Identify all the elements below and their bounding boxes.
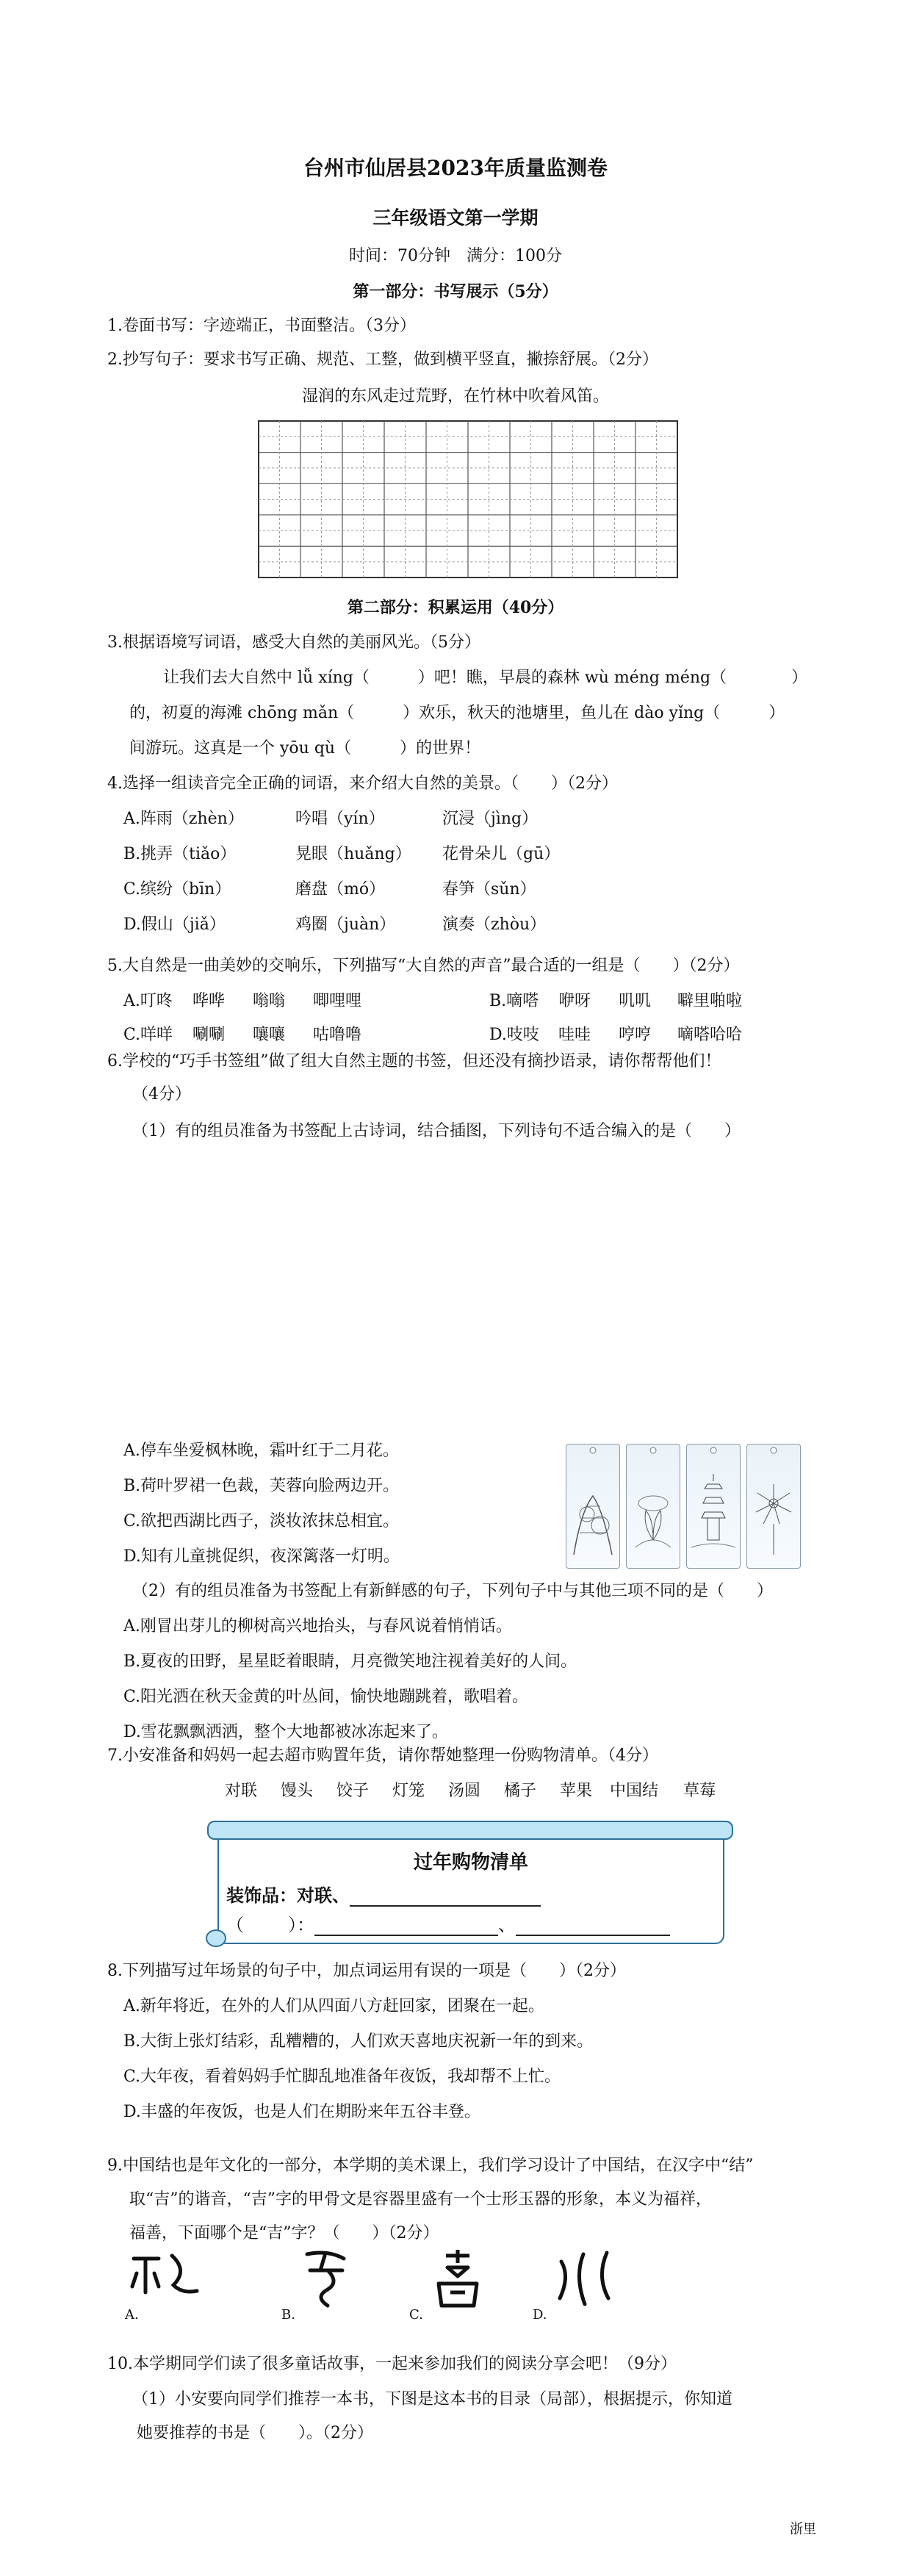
list-line-2 [226, 1910, 670, 1936]
q6-sub2-option: A.刚冒出芽儿的柳树高兴地抬头，与春风说着悄悄话。 [123, 1617, 512, 1636]
list-category-decorations: 装饰品：对联、 [226, 1885, 350, 1906]
q9-line-3: 福善，下面哪个是“吉”字？（ ）（2分） [129, 2224, 439, 2242]
word-bank-item: 橘子 [504, 1782, 537, 1800]
glyph-option-a-icon [129, 2248, 210, 2307]
question-2: 2.抄写句子：要求书写正确、规范、工整，做到横平竖直，撇捺舒展。（2分） [107, 350, 658, 369]
question-8: 8.下列描写过年场景的句子中，加点词运用有误的一项是（ ）（2分） [107, 1962, 626, 1980]
list-answer-blank-1[interactable] [350, 1905, 541, 1907]
scroll-curl [206, 1929, 226, 1947]
part2-heading: 第二部分：积累运用（40分） [347, 598, 564, 617]
q4-option-cell: 鸡圈（juàn） [295, 915, 396, 934]
shopping-list-title: 过年购物清单 [413, 1852, 528, 1874]
q10-sub1-line-1: （1）小安要向同学们推荐一本书，下图是这本书的目录（局部），根据提示，你知道 [132, 2390, 732, 2408]
q4-option-cell: 花骨朵儿（gū） [442, 845, 561, 863]
q6-sub1-option: B.荷叶罗裙一色裁，芙蓉向脸两边开。 [123, 1477, 400, 1495]
q9-option-label: A. [125, 2307, 139, 2323]
q5-option-word: 嗡嗡 [253, 992, 286, 1010]
q4-option-cell: 春笋（sǔn） [442, 880, 536, 899]
bookmark-maple-icon [566, 1444, 620, 1569]
q8-option: D.丰盛的年夜饭，也是人们在期盼来年五谷丰登。 [123, 2103, 480, 2121]
q5-option-word: A.叮咚 [123, 992, 173, 1010]
q5-option-word: 嚷嚷 [253, 1026, 286, 1044]
word-bank-item: 灯笼 [392, 1782, 425, 1800]
q4-option-cell: 演奏（zhòu） [442, 915, 547, 934]
list-category-close: ）： [288, 1915, 314, 1935]
question-3: 3.根据语境写词语，感受大自然的美丽风光。（5分） [107, 633, 480, 652]
q9-option-label: D. [533, 2307, 547, 2323]
q6-sub1-option: C.欲把西湖比西子，淡妆浓抹总相宜。 [123, 1512, 400, 1530]
q6-sub2: （2）有的组员准备为书签配上有新鲜感的句子，下列句子中与其他三项不同的是（ ） [132, 1582, 774, 1600]
q6-sub2-option: B.夏夜的田野，星星眨着眼睛，月亮微笑地注视着美好的人间。 [123, 1652, 577, 1671]
q6-sub1: （1）有的组员准备为书签配上古诗词，结合插图，下列诗句不适合编入的是（ ） [132, 1122, 741, 1140]
q5-option-word: 唧哩哩 [313, 992, 362, 1010]
question-4: 4.选择一组读音完全正确的词语，来介绍大自然的美景。（ ）（2分） [107, 774, 618, 793]
q5-option-word: 叽叽 [619, 992, 652, 1010]
q4-option-cell: 吟唱（yín） [295, 810, 385, 828]
q5-option-word: 咕噜噜 [313, 1026, 362, 1044]
list-separator: 、 [498, 1915, 516, 1935]
q3-line-1: 让我们去大自然中 lǚ xíng（ ）吧！瞧，早晨的森林 wù méng méng（ ） [163, 669, 808, 687]
bookmark-pagoda-icon [686, 1444, 741, 1569]
word-bank-item: 馒头 [281, 1782, 314, 1800]
q4-option-cell: 晃眼（huǎng） [295, 845, 411, 863]
q5-option-word: D.吱吱 [489, 1026, 539, 1044]
list-answer-blank-2[interactable] [314, 1935, 498, 1936]
shopping-list-scroll [217, 1825, 724, 1944]
q4-option-cell: 磨盘（mó） [295, 880, 386, 899]
glyph-option-c-icon [428, 2247, 487, 2310]
q4-option-cell: A.阵雨（zhèn） [123, 810, 244, 828]
question-5: 5.大自然是一曲美妙的交响乐，下列描写“大自然的声音”最合适的一组是（ ）（2分） [107, 957, 740, 975]
q4-option-cell: B.挑弄（tiǎo） [123, 845, 237, 863]
page-title: 台州市仙居县2023年质量监测卷 [303, 156, 608, 180]
glyph-option-d-icon [551, 2247, 617, 2310]
q5-option-word: 哇哇 [558, 1026, 591, 1044]
q5-option-word: B.嘀嗒 [489, 992, 539, 1010]
q9-line-2: 取“吉”的谐音，“吉”字的甲骨文是容器里盛有一个士形玉器的形象，本义为福祥， [129, 2190, 712, 2209]
q6-sub1-option: D.知有儿童挑促织，夜深篱落一灯明。 [123, 1547, 400, 1566]
bookmark-illustrations [566, 1444, 808, 1569]
q9-option-label: B. [281, 2307, 295, 2323]
q9-option-label: C. [409, 2307, 423, 2323]
q6-points: （4分） [132, 1085, 191, 1104]
exam-meta: 时间：70分钟 满分：100分 [349, 247, 562, 265]
q6-sub1-option: A.停车坐爱枫林晚，霜叶红于二月花。 [123, 1442, 399, 1460]
word-bank-item: 汤圆 [448, 1782, 481, 1800]
scroll-top-roll [207, 1821, 733, 1840]
q10-sub1-line-2: 她要推荐的书是（ ）。（2分） [137, 2424, 373, 2442]
q3-line-3: 间游玩。这真是一个 yōu qù（ ）的世界！ [129, 739, 481, 758]
copy-sentence: 湿润的东风走过荒野，在竹林中吹着风笛。 [301, 387, 609, 406]
writing-grid[interactable] [258, 420, 678, 578]
question-7: 7.小安准备和妈妈一起去超市购置年货，请你帮她整理一份购物清单。（4分） [107, 1746, 658, 1765]
q5-option-word: C.咩咩 [123, 1026, 173, 1044]
word-bank-item: 饺子 [336, 1782, 370, 1800]
q6-sub2-option: D.雪花飘飘洒洒，整个大地都被冰冻起来了。 [123, 1723, 448, 1741]
q5-option-word: 咿呀 [558, 992, 591, 1010]
q5-option-word: 嘀嗒哈哈 [677, 1026, 743, 1044]
bookmark-lotus-icon [626, 1444, 680, 1569]
q6-sub2-option: C.阳光洒在秋天金黄的叶丛间，愉快地蹦跳着，歌唱着。 [123, 1688, 529, 1706]
word-bank-item: 草莓 [683, 1782, 716, 1800]
q3-line-2: 的，初夏的海滩 chōng mǎn（ ）欢乐，秋天的池塘里，鱼儿在 dào yǐng（ ） [129, 704, 785, 722]
question-6: 6.学校的“巧手书签组”做了组大自然主题的书签，但还没有摘抄语录，请你帮帮他们！ [107, 1052, 721, 1071]
bookmark-chrysanthemum-icon [746, 1444, 801, 1569]
list-answer-blank-3[interactable] [516, 1935, 670, 1936]
word-bank-item: 中国结 [610, 1782, 659, 1800]
q8-option: A.新年将近，在外的人们从四面八方赶回家，团聚在一起。 [123, 1997, 544, 2015]
q8-option: B.大街上张灯结彩，乱糟糟的，人们欢天喜地庆祝新一年的到来。 [123, 2032, 594, 2051]
q4-option-cell: C.缤纷（bīn） [123, 880, 231, 899]
list-line-1 [226, 1881, 541, 1907]
question-10: 10.本学期同学们读了很多童话故事，一起来参加我们的阅读分享会吧！（9分） [107, 2355, 677, 2373]
q8-option: C.大年夜，看着妈妈手忙脚乱地准备年夜饭，我却帮不上忙。 [123, 2068, 561, 2086]
footer-region: 浙里 [790, 2522, 816, 2537]
word-bank-item: 苹果 [560, 1782, 593, 1800]
q5-option-word: 哗哗 [192, 992, 226, 1010]
list-category-open: （ [226, 1915, 244, 1935]
q5-option-word: 噼里啪啦 [677, 992, 743, 1010]
question-9: 9.中国结也是年文化的一部分，本学期的美术课上，我们学习设计了中国结，在汉字中“结” [107, 2156, 754, 2175]
part1-heading: 第一部分：书写展示（5分） [353, 282, 558, 301]
word-bank-item: 对联 [225, 1782, 258, 1800]
q5-option-word: 哼哼 [619, 1026, 652, 1044]
glyph-option-b-icon [298, 2248, 364, 2311]
question-1: 1.卷面书写：字迹端正，书面整洁。（3分） [107, 317, 416, 335]
page-subtitle: 三年级语文第一学期 [372, 207, 539, 229]
q4-option-cell: 沉浸（jìng） [442, 810, 539, 828]
q5-option-word: 唰唰 [192, 1026, 226, 1044]
q4-option-cell: D.假山（jiǎ） [123, 915, 226, 934]
